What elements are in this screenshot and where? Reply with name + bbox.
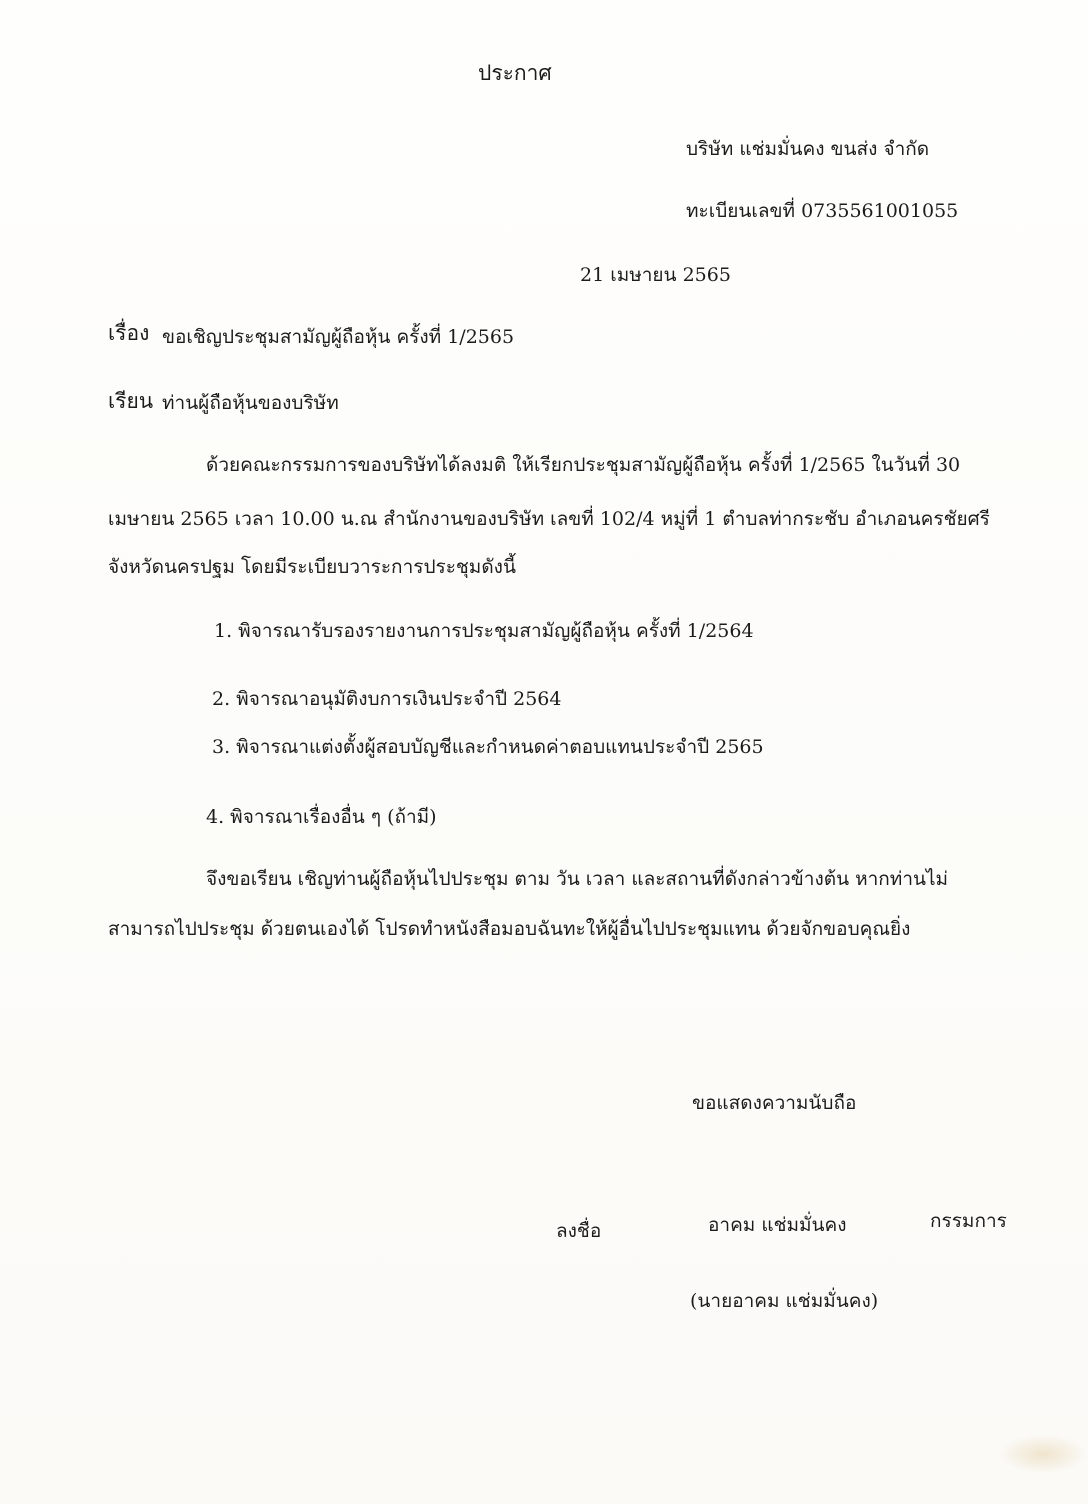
agenda-item-4: 4. พิจารณาเรื่องอื่น ๆ (ถ้ามี) [206, 806, 437, 828]
company-name: บริษัท แช่มมั่นคง ขนส่ง จำกัด [686, 138, 930, 160]
signed-name: อาคม แช่มมั่นคง [708, 1214, 847, 1236]
subject-text: ขอเชิญประชุมสามัญผู้ถือหุ้น ครั้งที่ 1/2565 [162, 326, 515, 348]
company-registration: ทะเบียนเลขที่ 0735561001055 [686, 200, 959, 222]
paragraph-1-line-3: จังหวัดนครปฐม โดยมีระเบียบวาระการประชุมดังนี้ [108, 556, 516, 578]
agenda-item-2: 2. พิจารณาอนุมัติงบการเงินประจำปี 2564 [212, 688, 562, 710]
agenda-item-3: 3. พิจารณาแต่งตั้งผู้สอบบัญชีและกำหนดค่าตอบแทนประจำปี 2565 [212, 736, 764, 758]
to-text: ท่านผู้ถือหุ้นของบริษัท [162, 392, 339, 414]
paragraph-1-line-2: เมษายน 2565 เวลา 10.00 น.ณ สำนักงานของบริษัท เลขที่ 102/4 หมู่ที่ 1 ตำบลท่ากระชับ อำเภอนครชัยศรี [108, 508, 990, 530]
document-date: 21 เมษายน 2565 [580, 264, 731, 286]
paragraph-1-line-1: ด้วยคณะกรรมการของบริษัทได้ลงมติ ให้เรียกประชุมสามัญผู้ถือหุ้น ครั้งที่ 1/2565 ในวันที่ 30 [206, 454, 961, 476]
document-heading: ประกาศ [478, 61, 552, 85]
paragraph-2-line-1: จึงขอเรียน เชิญท่านผู้ถือหุ้นไปประชุม ตาม วัน เวลา และสถานที่ดังกล่าวข้างต้น หากท่านไม่ [206, 868, 949, 890]
paper-stain [998, 1434, 1088, 1474]
subject-label: เรื่อง [108, 321, 150, 345]
to-label: เรียน [108, 389, 154, 413]
paragraph-2-line-2: สามารถไปประชุม ด้วยตนเองได้ โปรดทำหนังสือมอบฉันทะให้ผู้อื่นไปประชุมแทน ด้วยจักขอบคุณยิ่ง [108, 918, 911, 940]
signer-title: กรรมการ [930, 1210, 1007, 1232]
printed-name: (นายอาคม แช่มมั่นคง) [690, 1290, 879, 1312]
agenda-item-1: 1. พิจารณารับรองรายงานการประชุมสามัญผู้ถือหุ้น ครั้งที่ 1/2564 [214, 620, 754, 642]
signature-label: ลงชื่อ [556, 1220, 602, 1242]
closing-text: ขอแสดงความนับถือ [692, 1092, 857, 1114]
